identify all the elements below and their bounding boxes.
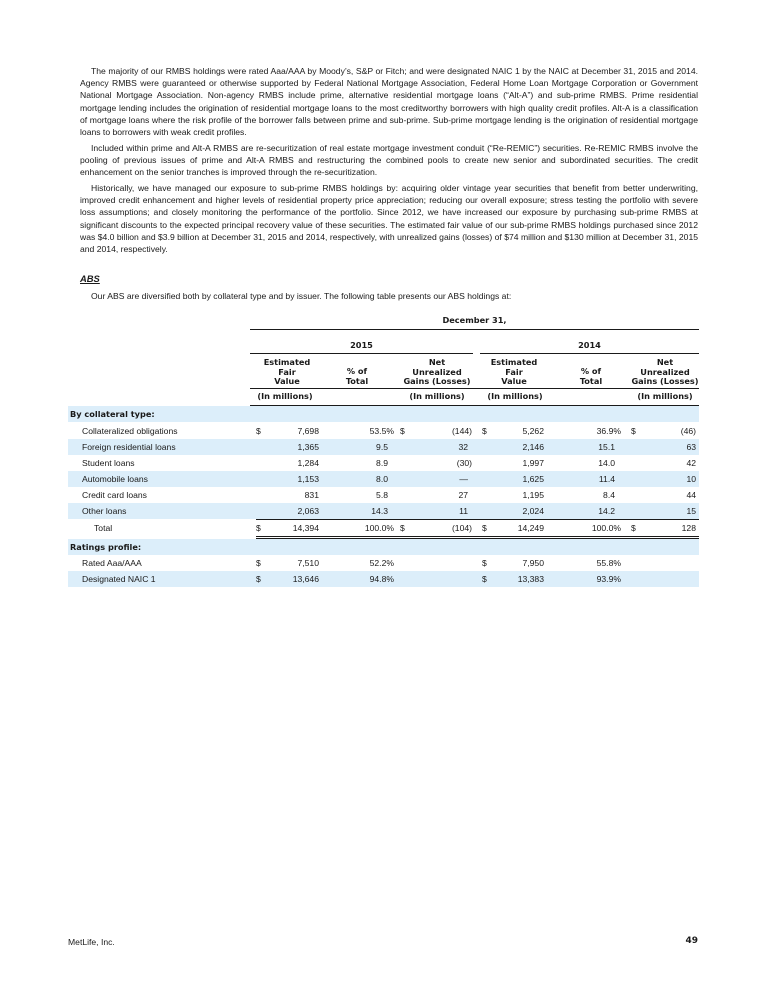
table-row bbox=[68, 439, 699, 455]
efv-2015: 14,394 bbox=[292, 523, 319, 533]
pct-2015: 5.8 bbox=[376, 490, 388, 500]
efv-2015: 1,365 bbox=[297, 442, 319, 452]
pct-2014: 15.1 bbox=[598, 442, 615, 452]
header-year-2015: 2015 bbox=[350, 340, 373, 350]
efv-2014: 1,195 bbox=[522, 490, 544, 500]
row-label: Rated Aaa/AAA bbox=[82, 558, 142, 568]
col-estimated-fair-value-2014: Estimated Fair Value bbox=[490, 357, 538, 386]
pct-2015: 14.3 bbox=[371, 506, 388, 516]
footer-page-number: 49 bbox=[685, 936, 698, 946]
nug-2015: (104) bbox=[451, 523, 472, 533]
pct-2014: 11.4 bbox=[598, 474, 615, 484]
header-december-31: December 31, bbox=[442, 315, 507, 325]
row-label: Collateralized obligations bbox=[82, 426, 178, 436]
dollar-sign: $ bbox=[400, 426, 405, 436]
row-label: Student loans bbox=[82, 458, 135, 468]
dollar-sign: $ bbox=[482, 523, 487, 533]
pct-2015: 8.0 bbox=[376, 474, 388, 484]
row-label: Designated NAIC 1 bbox=[82, 574, 156, 584]
section-row-collateral bbox=[68, 406, 699, 422]
efv-2015: 13,646 bbox=[292, 574, 319, 584]
table-row bbox=[68, 455, 699, 471]
pct-2014: 100.0% bbox=[591, 523, 621, 533]
pct-2014: 93.9% bbox=[596, 574, 621, 584]
total-label: Total bbox=[94, 523, 113, 533]
efv-2015: 1,153 bbox=[297, 474, 319, 484]
pct-2015: 9.5 bbox=[376, 442, 388, 452]
unit-efv-2014: (In millions) bbox=[487, 391, 543, 401]
section-row-ratings bbox=[68, 539, 699, 555]
dollar-sign: $ bbox=[400, 523, 405, 533]
rating-row bbox=[68, 571, 699, 587]
pct-2015: 100.0% bbox=[364, 523, 394, 533]
nug-2015: 32 bbox=[458, 442, 468, 452]
col-net-unrealized-2014: Net Unrealized Gains (Losses) bbox=[631, 357, 699, 386]
rating-row bbox=[68, 555, 699, 571]
total-bottom-rule bbox=[256, 536, 699, 537]
efv-2015: 7,698 bbox=[297, 426, 319, 436]
efv-2014: 2,146 bbox=[522, 442, 544, 452]
efv-2014: 5,262 bbox=[522, 426, 544, 436]
efv-2015: 831 bbox=[304, 490, 319, 500]
dollar-sign: $ bbox=[482, 558, 487, 568]
nug-2014: 10 bbox=[686, 474, 696, 484]
paragraph-abs-intro: Our ABS are diversified both by collateral type and by issuer. The following table presents our ABS holdings at: bbox=[91, 291, 512, 301]
dollar-sign: $ bbox=[631, 426, 636, 436]
header-rule bbox=[250, 329, 699, 330]
table-row bbox=[68, 503, 699, 519]
nug-2014: 42 bbox=[686, 458, 696, 468]
efv-2014: 13,383 bbox=[517, 574, 544, 584]
section-label: By collateral type: bbox=[70, 409, 155, 419]
efv-2014: 7,950 bbox=[522, 558, 544, 568]
total-row bbox=[68, 520, 699, 536]
column-header-rule bbox=[250, 388, 699, 389]
table-row bbox=[68, 423, 699, 439]
nug-2014: 63 bbox=[686, 442, 696, 452]
row-label: Other loans bbox=[82, 506, 127, 516]
nug-2014: (46) bbox=[680, 426, 696, 436]
dollar-sign: $ bbox=[256, 426, 261, 436]
pct-2014: 36.9% bbox=[596, 426, 621, 436]
nug-2014: 15 bbox=[686, 506, 696, 516]
paragraph-re-remic: Included within prime and Alt-A RMBS are re-securitization of real estate mortgage investment conduit (“Re-REMIC”) securities. Re-REMIC RMBS involve the pooling of previous issues of prime and Alt-A RMBS and restructuring the combined pools to create new senior and subordinated securities. The credit enhancement on the senior tranches is improved through the re-securitization. bbox=[80, 143, 698, 178]
col-pct-total-2015: % of Total bbox=[345, 366, 369, 386]
year-2015-rule bbox=[250, 353, 473, 354]
dollar-sign: $ bbox=[256, 558, 261, 568]
section-label: Ratings profile: bbox=[70, 542, 142, 552]
row-label: Automobile loans bbox=[82, 474, 148, 484]
row-label: Credit card loans bbox=[82, 490, 147, 500]
unit-nug-2014: (In millions) bbox=[637, 391, 693, 401]
pct-2015: 94.8% bbox=[369, 574, 394, 584]
efv-2014: 1,625 bbox=[522, 474, 544, 484]
pct-2014: 8.4 bbox=[603, 490, 615, 500]
nug-2015: (144) bbox=[451, 426, 472, 436]
col-estimated-fair-value-2015: Estimated Fair Value bbox=[263, 357, 311, 386]
efv-2015: 1,284 bbox=[297, 458, 319, 468]
col-pct-total-2014: % of Total bbox=[579, 366, 603, 386]
unit-efv-2015: (In millions) bbox=[257, 391, 313, 401]
nug-2015: — bbox=[459, 474, 468, 484]
table-row bbox=[68, 487, 699, 503]
efv-2014: 2,024 bbox=[522, 506, 544, 516]
efv-2014: 14,249 bbox=[517, 523, 544, 533]
unit-nug-2015: (In millions) bbox=[409, 391, 465, 401]
pct-2014: 14.0 bbox=[598, 458, 615, 468]
nug-2014: 128 bbox=[681, 523, 696, 533]
efv-2015: 7,510 bbox=[297, 558, 319, 568]
dollar-sign: $ bbox=[256, 523, 261, 533]
paragraph-sub-prime-exposure: Historically, we have managed our exposure to sub-prime RMBS holdings by: acquiring older vintage year securities that benefit from better underwriting, improved credit enhancement and higher levels of residential property price appreciation; reducing our overall exposure; stress testing the portfolio with severe loss assumptions; and closely monitoring the performance of the portfolio. Since 2012, we have increased our exposure by purchasing sub-prime RMBS at significant discounts to the expected principal recovery value of these securities. The estimated fair value of our sub-prime RMBS holdings purchased since 2012 was $4.0 billion and $3.9 billion at December 31, 2015 and 2014, respectively, with unrealized gains (losses) of $74 million and $130 million at December 31, 2015 and 2014, respectively. bbox=[80, 183, 698, 255]
dollar-sign: $ bbox=[631, 523, 636, 533]
nug-2015: (30) bbox=[456, 458, 472, 468]
paragraph-rmbs-holdings: The majority of our RMBS holdings were rated Aaa/AAA by Moody’s, S&P or Fitch; and were designated NAIC 1 by the NAIC at December 31, 2015 and 2014. Agency RMBS were guaranteed or otherwise supported by Federal National Mortgage Association, Federal Home Loan Mortgage Corporation or Government National Mortgage Association. Non-agency RMBS include prime, alternative residential mortgage loans (“Alt-A”) and sub-prime RMBS. Prime residential mortgage lending includes the origination of residential mortgage loans to the most creditworthy borrowers with high quality credit profiles. Alt-A is a classification of mortgage loans where the risk profile of the borrower falls between prime and sub-prime. Sub-prime mortgage lending is the origination of residential mortgage loans to borrowers with weak credit profiles. bbox=[80, 66, 698, 138]
table-row bbox=[68, 471, 699, 487]
pct-2015: 8.9 bbox=[376, 458, 388, 468]
dollar-sign: $ bbox=[482, 574, 487, 584]
header-year-2014: 2014 bbox=[578, 340, 601, 350]
dollar-sign: $ bbox=[482, 426, 487, 436]
dollar-sign: $ bbox=[256, 574, 261, 584]
row-label: Foreign residential loans bbox=[82, 442, 176, 452]
footer-company: MetLife, Inc. bbox=[68, 937, 115, 947]
pct-2015: 52.2% bbox=[369, 558, 394, 568]
pct-2015: 53.5% bbox=[369, 426, 394, 436]
col-net-unrealized-2015: Net Unrealized Gains (Losses) bbox=[403, 357, 471, 386]
year-2014-rule bbox=[480, 353, 699, 354]
nug-2015: 11 bbox=[459, 506, 468, 516]
pct-2014: 55.8% bbox=[596, 558, 621, 568]
efv-2015: 2,063 bbox=[297, 506, 319, 516]
nug-2015: 27 bbox=[458, 490, 468, 500]
efv-2014: 1,997 bbox=[522, 458, 544, 468]
nug-2014: 44 bbox=[686, 490, 696, 500]
pct-2014: 14.2 bbox=[598, 506, 615, 516]
abs-heading: ABS bbox=[80, 273, 100, 284]
